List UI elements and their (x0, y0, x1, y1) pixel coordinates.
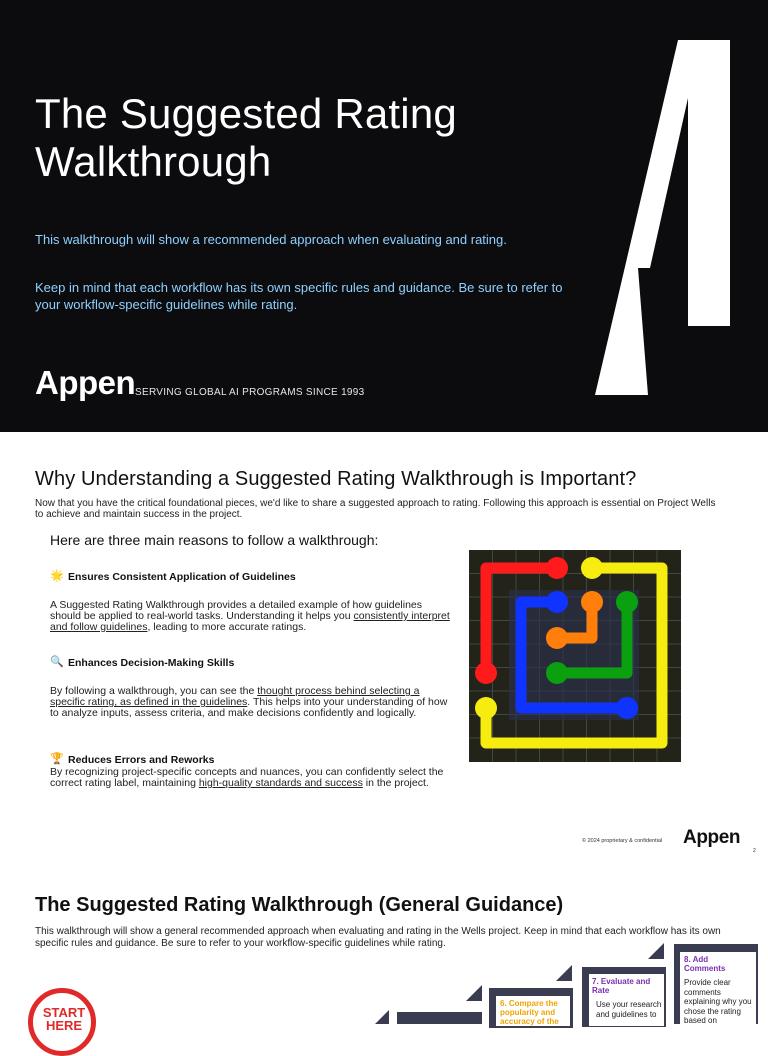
confidential-footer: © 2024 proprietary & confidential (582, 838, 663, 844)
reason-heading-text: Reduces Errors and Reworks (68, 753, 215, 766)
hero-title: The Suggested Rating Walkthrough (35, 90, 457, 185)
reason-text-part: . This helps into your understanding of how to analyze inputs, assess criteria, and make decisions confidently and logically. (50, 696, 448, 719)
reason-emphasis: thought process behind selecting a specific rating, as defined in the guidelines (50, 685, 420, 708)
appen-logo: Appen (35, 364, 136, 401)
appen-a-mark-icon (590, 38, 740, 398)
reason-heading-text: Ensures Consistent Application of Guidelines (68, 570, 296, 583)
slide-title: The Suggested Rating Walkthrough (General Guidance) (35, 894, 564, 916)
slide-intro: Now that you have the critical foundational pieces, we'd like to share a suggested approach to rating. Following this approach is essential on Project Wells to achieve and maintain success in the project. (35, 498, 716, 520)
reason-emphasis: high-quality standards and success (198, 777, 363, 789)
step-heading: 7. Evaluate and Rate (592, 977, 651, 995)
green-dot (616, 591, 638, 613)
blue-dot (616, 697, 638, 719)
slide-title: Why Understanding a Suggested Rating Walkthrough is Important? (35, 468, 637, 490)
trophy-icon: 🏆 (50, 753, 64, 765)
reason-text-part: in the project. (362, 777, 429, 789)
title-slide (0, 0, 768, 432)
step-block (397, 1012, 482, 1024)
hero-tagline: SERVING GLOBAL AI PROGRAMS SINCE 1993 (135, 387, 365, 398)
blue-dot (546, 591, 568, 613)
appen-logo: Appen (683, 827, 741, 848)
start-label: START HERE (42, 1005, 86, 1033)
hero-intro: This walkthrough will show a recommended approach when evaluating and rating. (35, 232, 507, 247)
orange-dot (581, 591, 603, 613)
reason-text-part: By recognizing project-specific concepts and nuances, you can confidently select the correct rating label, maintaining (50, 766, 444, 789)
stair-arrow-icon (466, 983, 490, 1003)
importance-slide (0, 432, 768, 860)
reason-emphasis: consistently interpret and follow guidelines (50, 610, 450, 633)
walkthrough-slide (0, 878, 768, 1033)
red-dot (475, 662, 497, 684)
reason-text-part: By following a walkthrough, you can see the (50, 685, 258, 697)
step-text: Provide clear comments explaining why you chose the rating based on (684, 978, 752, 1025)
step-heading: 6. Compare the popularity and accuracy of the (500, 999, 559, 1026)
reason-text-part: A Suggested Rating Walkthrough provides a detailed example of how guidelines should be applied to real-world tasks. Understanding it helps you (50, 599, 423, 622)
step-heading: 8. Add Comments (684, 955, 726, 973)
reason-text (50, 686, 450, 719)
sparkle-icon: 🌟 (50, 570, 64, 582)
yellow-dot (475, 697, 497, 719)
slide-intro: This walkthrough will show a general recommended approach when evaluating and rating in the Wells project. Keep in mind that each workflow has its own specific rules and guidance. Be sure to refer to your workflow-specific guidelines while rating. (35, 926, 721, 949)
reason-heading (50, 570, 296, 583)
flow-puzzle-illustration (469, 550, 681, 762)
page-number: 2 (753, 848, 756, 854)
stair-arrow-icon (556, 963, 580, 983)
green-dot (546, 662, 568, 684)
reason-heading-text: Enhances Decision-Making Skills (68, 656, 235, 669)
reason-text (50, 767, 450, 789)
hero-note: Keep in mind that each workflow has its own specific rules and guidance. Be sure to refer to your workflow-specific guidelines while rating. (35, 280, 563, 312)
yellow-dot (581, 557, 603, 579)
orange-dot (546, 627, 568, 649)
step-text: Use your research and guidelines to (596, 1000, 662, 1019)
reason-text-part: , leading to more accurate ratings. (147, 621, 307, 633)
stair-arrow-icon (648, 941, 672, 961)
magnifier-icon: 🔍 (50, 656, 64, 668)
reason-heading (50, 656, 234, 669)
reason-text (50, 600, 450, 633)
reasons-lead: Here are three main reasons to follow a walkthrough: (50, 532, 379, 548)
reason-heading (50, 753, 214, 766)
red-dot (546, 557, 568, 579)
